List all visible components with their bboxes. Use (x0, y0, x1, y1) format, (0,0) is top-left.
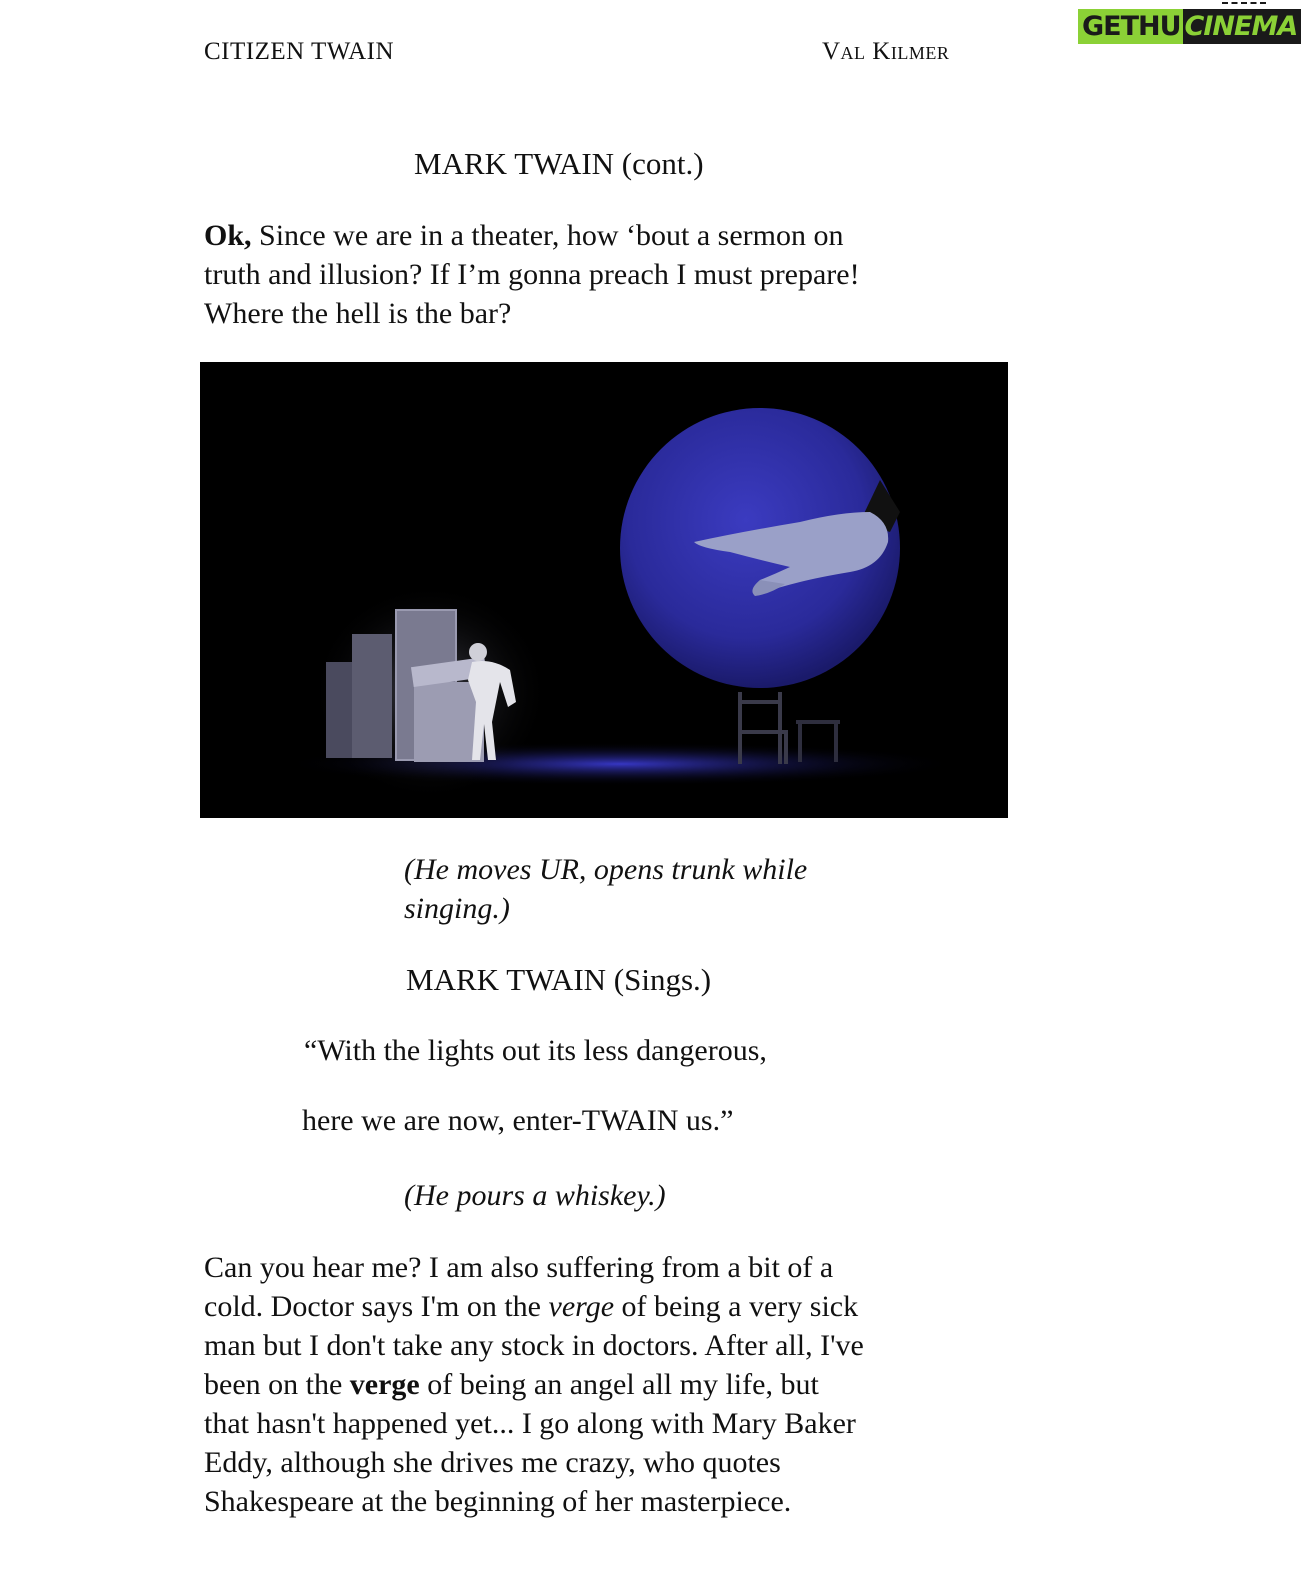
lyric-line-1: “With the lights out its less dangerous, (304, 1034, 767, 1067)
dialog-emphasis: verge (548, 1290, 615, 1323)
dialog-line (204, 216, 964, 255)
dialog-bold-word: verge (349, 1368, 420, 1401)
dialog-line (204, 1365, 964, 1404)
character-cue-2: MARK TWAIN (Sings.) (406, 962, 712, 997)
script-title: CITIZEN TWAIN (204, 38, 395, 65)
lyric-line-2: here we are now, enter-TWAIN us.” (302, 1104, 734, 1137)
dialog-text: Since we are in a theater, how ‘bout a sermon on (251, 219, 844, 252)
dialog-text: cold. Doctor says I'm on the (204, 1290, 549, 1323)
dialog-text: of being an angel all my life, but (419, 1368, 819, 1401)
watermark-part2: CINEMA (1183, 9, 1301, 44)
watermark-part1: GETHU (1078, 9, 1183, 44)
dialog-block-2 (204, 1248, 964, 1521)
dialog-bold-word: Ok, (204, 219, 252, 252)
dialog-line: truth and illusion? If I’m gonna preach I must prepare! (204, 258, 860, 291)
stage-direction-1 (404, 850, 807, 928)
stage-photo (200, 362, 1008, 818)
dialog-line: Eddy, although she drives me crazy, who quotes (204, 1446, 781, 1479)
script-author: Val Kilmer (822, 38, 950, 65)
dialog-block-1 (204, 216, 964, 333)
dialog-line (204, 1287, 964, 1326)
dialog-line: man but I don't take any stock in doctors. After all, I've (204, 1329, 864, 1362)
dialog-text: of being a very sick (614, 1290, 859, 1323)
stage-direction-2: (He pours a whiskey.) (404, 1179, 666, 1212)
dialog-line: Can you hear me? I am also suffering from a bit of a (204, 1251, 834, 1284)
stage-direction-line: singing.) (404, 892, 510, 925)
dialog-text: been on the (204, 1368, 350, 1401)
dialog-line: Where the hell is the bar? (204, 297, 512, 330)
dialog-line: Shakespeare at the beginning of her masterpiece. (204, 1485, 792, 1518)
stage-direction-line: (He moves UR, opens trunk while (404, 853, 808, 886)
film-strip-icon (1222, 2, 1266, 10)
watermark-logo (1078, 6, 1298, 46)
character-cue-1: MARK TWAIN (cont.) (414, 146, 704, 181)
dialog-line: that hasn't happened yet... I go along with Mary Baker (204, 1407, 856, 1440)
stage-photo-illustration (200, 362, 1008, 818)
